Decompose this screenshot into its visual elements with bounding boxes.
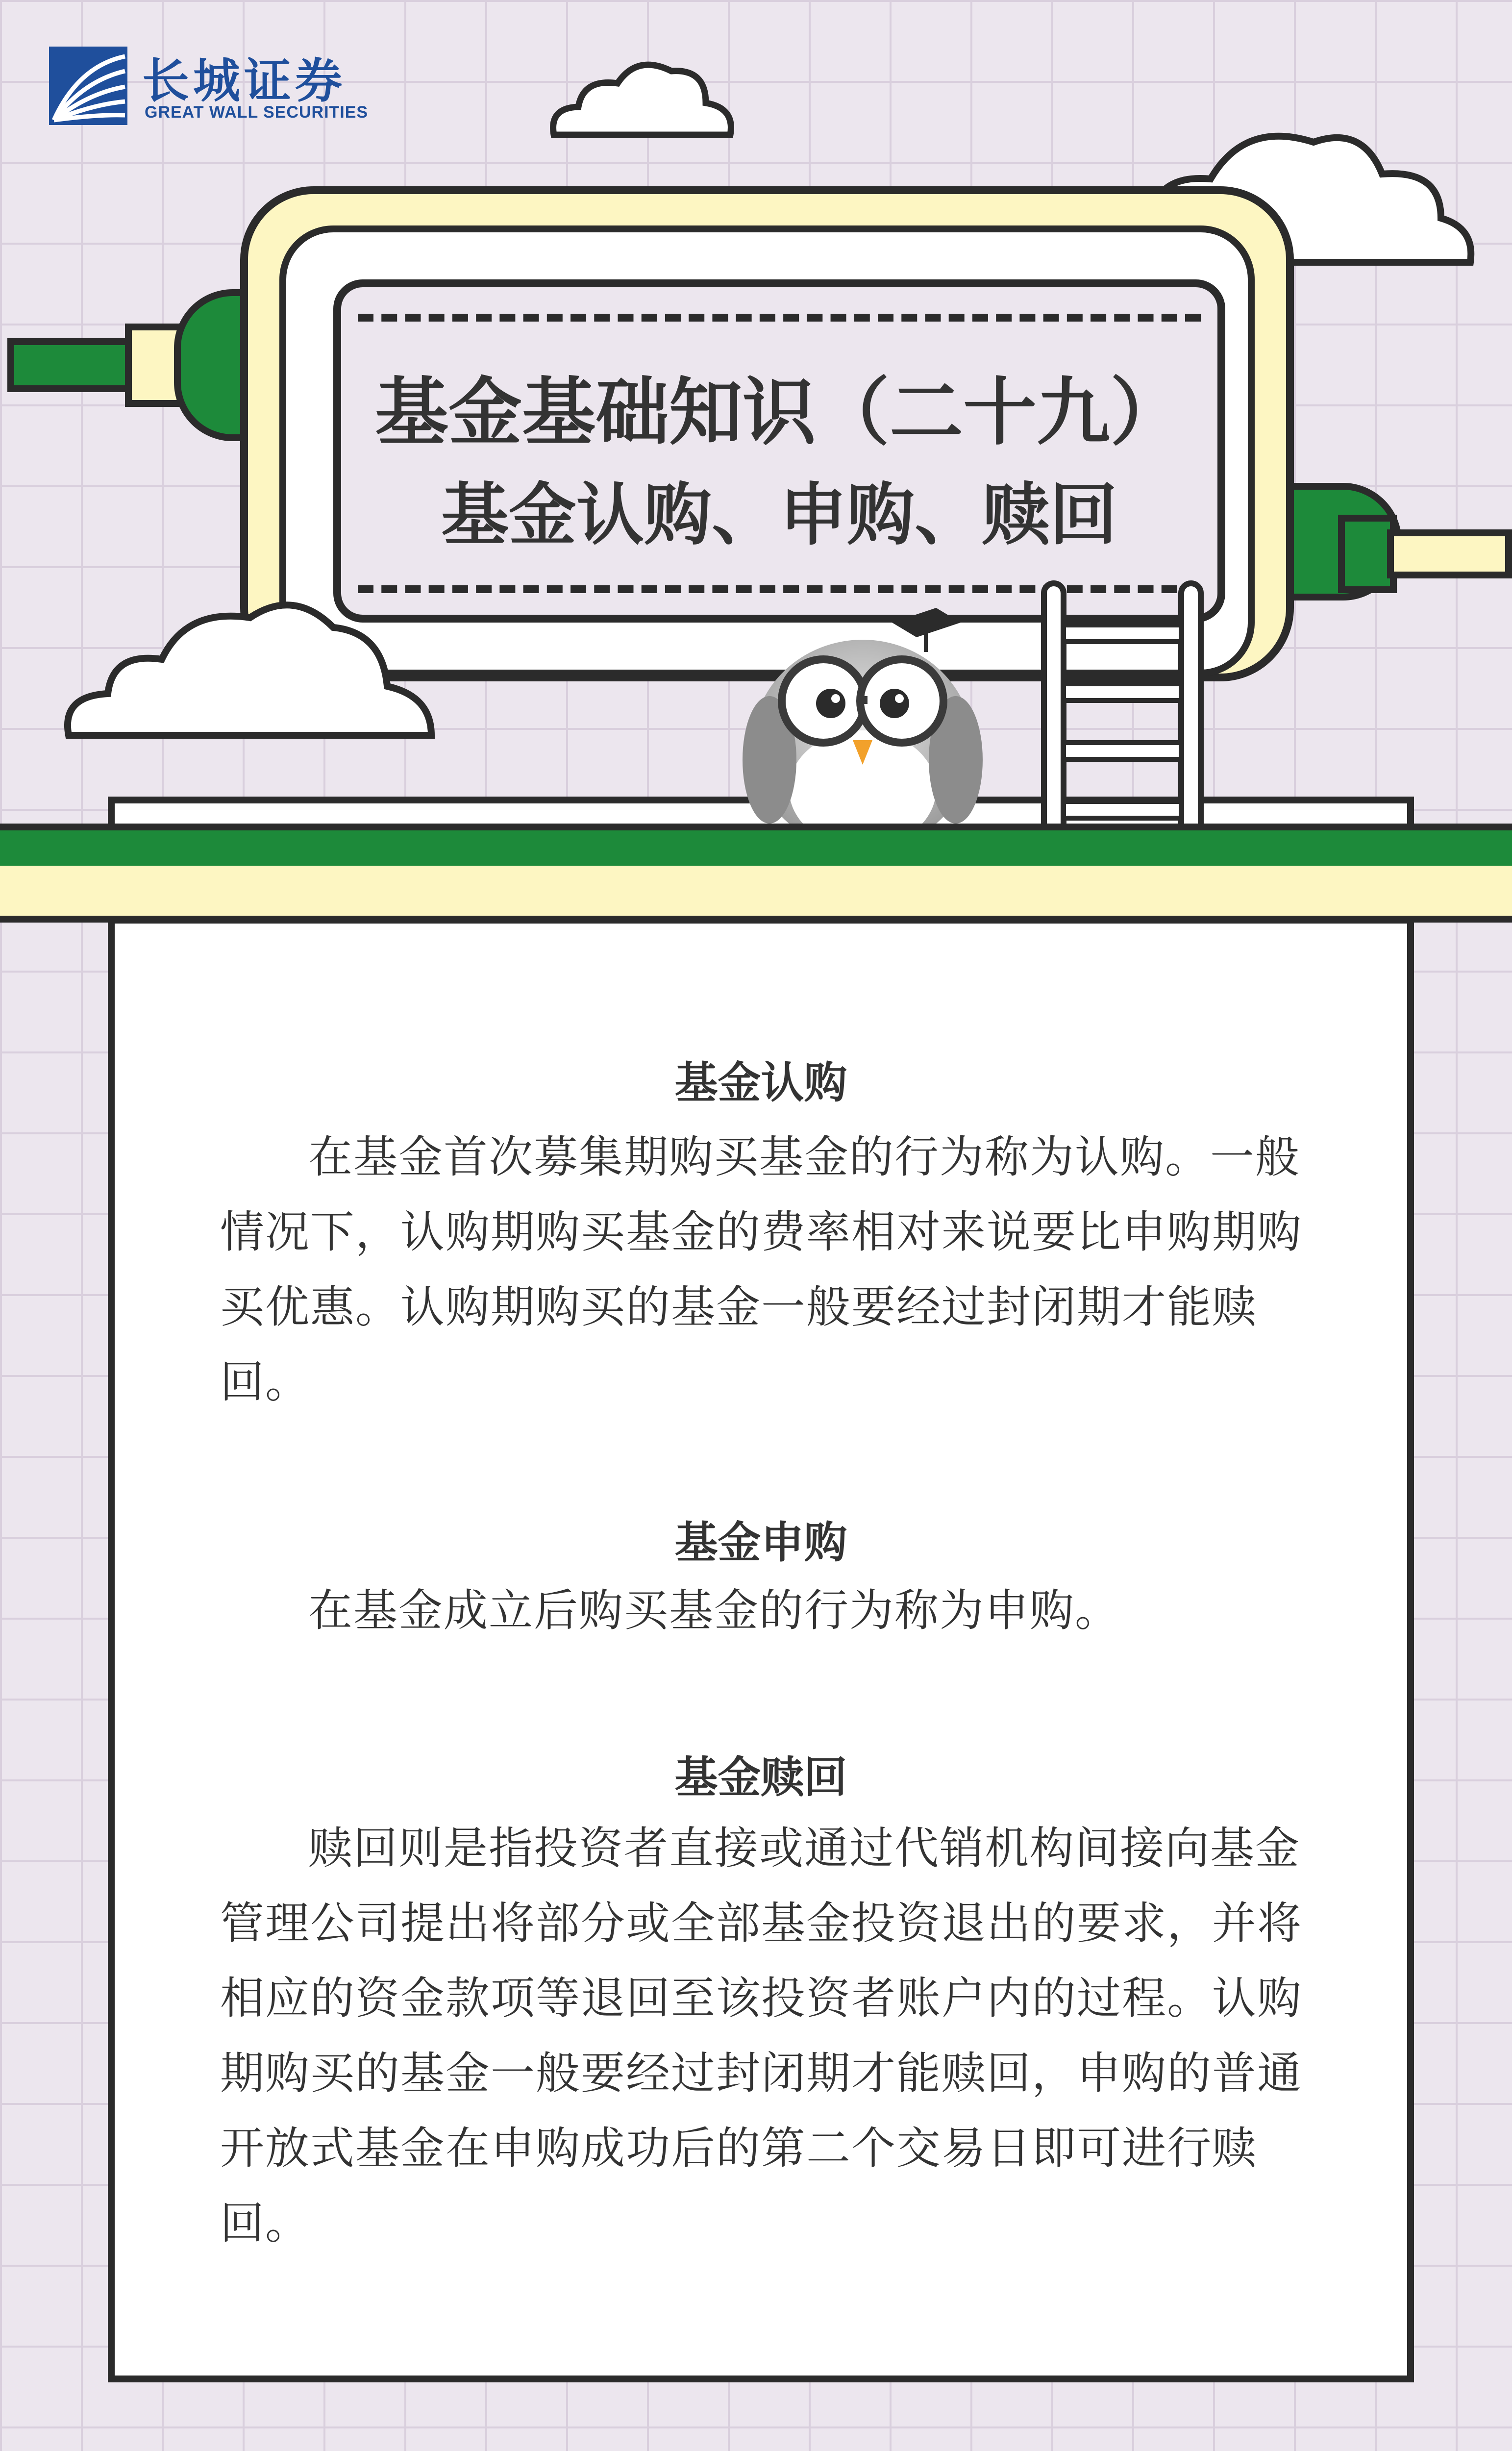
section-heading-subscription: 基金认购 bbox=[674, 1057, 847, 1108]
cloud-icon bbox=[59, 578, 441, 745]
right-connector-bar bbox=[1387, 529, 1512, 578]
ground-cream-band bbox=[0, 866, 1512, 923]
section-heading-purchase: 基金申购 bbox=[674, 1517, 847, 1568]
left-connector-bar bbox=[7, 338, 135, 392]
logo-name-en: GREAT WALL SECURITIES bbox=[145, 103, 369, 122]
cloud-icon bbox=[544, 49, 740, 142]
page-title: 基金基础知识（二十九） bbox=[374, 370, 1184, 455]
section-heading-redemption: 基金赎回 bbox=[674, 1752, 847, 1802]
ground-green-band bbox=[0, 824, 1512, 873]
ladder-icon bbox=[1039, 578, 1206, 863]
section-text-redemption: 赎回则是指投资者直接或通过代销机构间接向基金管理公司提出将部分或全部基金投资退出的要求，并将相应的资金款项等退回至该投资者账户内的过程。认购期购买的基金一般要经过封闭期才能赎回，申购的普通开放式基金在申购成功后的第二个交易日即可进行赎回。 bbox=[220, 1823, 1302, 2249]
logo-mark-icon bbox=[49, 47, 127, 125]
logo-name-cn: 长城证券 bbox=[142, 53, 346, 108]
owl-mascot-icon bbox=[730, 603, 995, 858]
brand-logo bbox=[49, 47, 392, 130]
section-text-purchase: 在基金成立后购买基金的行为称为申购。 bbox=[308, 1585, 1120, 1636]
section-text-subscription: 在基金首次募集期购买基金的行为称为认购。一般情况下，认购期购买基金的费率相对来说要比申购期购买优惠。认购期购买的基金一般要经过封闭期才能赎回。 bbox=[220, 1131, 1302, 1408]
page-subtitle: 基金认购、申购、赎回 bbox=[441, 475, 1117, 554]
graduation-cap-icon bbox=[877, 605, 878, 606]
content-card bbox=[108, 917, 1414, 2382]
